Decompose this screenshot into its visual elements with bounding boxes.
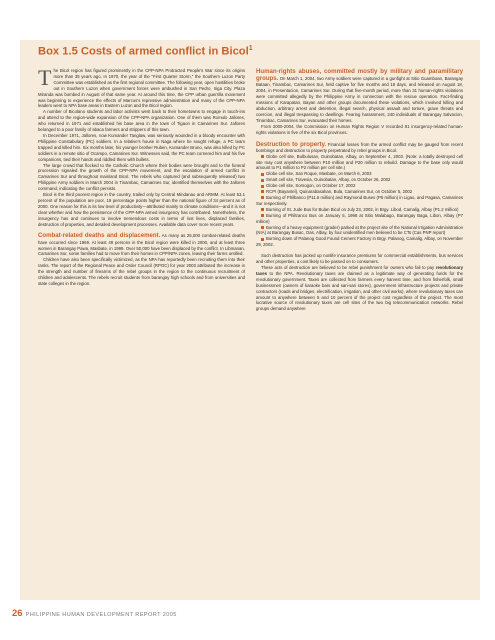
square-bullet-icon (261, 214, 264, 217)
section-paragraph-deaths: Combat-related deaths and displacement. As many as 25,000 combat-related deaths have occurred since 1969. At least 49 persons in the Bicol region were killed in 2000, and at least three women in Barangay Pawa, Masbate, in 1999. Over 50,000 have been displaced by the conflict. In Libmanan, Camarines Sur, some families had to move from their homes in CPP/NPA zones, leaving their farms untilled. (38, 232, 245, 257)
section-paragraph-abuses: Human-rights abuses, committed mostly by military and paramilitary groups. On March 1, 2004, two Army soldiers were captured in a gunfight at Sitio Guamboan, Barangay Bataan, Tinambac, Camarines Sur, held captive for five months and 18 days, and released on August 18, 2004, in Presentacion, Camarines Sur. During that five-month period, more than 31 human-rights violations were committed allegedly by the Philippine Army in connection with the rescue operation. Fact-finding missions of Karapatan, Bayan and other groups documented these violations, which involved killing and abduction, arbitrary arrest and detention, illegal search, physical assault and torture, grave threats and coercion, and illegal trespassing to dwellings. Fearing harassment, 240 individuals of Barangay Salvacion, Tinambac, Camarines Sur, evacuated their homes. (256, 68, 463, 123)
section-heading-property: Destruction to property. (256, 140, 327, 148)
section-heading-deaths: Combat-related deaths and displacement. (38, 232, 161, 240)
square-bullet-icon (261, 155, 264, 158)
paragraph: These acts of destruction are believed to be rebel punishment for owners who fail to pay revolutionary taxes to the NPA. Revolutionary taxes are claimed as a legitimate way of generating funds for the revolutionary government. Taxes are collected from farmers every harvest time, and from fisherfolk, small businessmen (owners of karaoke bars and sari-sari stores), government infrastructure projects and private contractors (roads and bridges, electrification, irrigation, and other civil works), where revolutionary taxes can amount to anywhere between 5 and 10 percent of the project cost regardless of the project. The most lucrative source of revolutionary taxes are cell sites of the two big telecommunication networks. Rebel groups demand anywhere (256, 264, 463, 312)
bullet-item: Globe cell site, Bulbulusan, Guinobatan, Albay, on September 4, 2003. (Note: a totally destroyed cell site may cost anywhere between P10 million and P20 million to rebuild. Damage to the base only would amount to P1 million to P2 million per cell site.) (256, 153, 463, 171)
paragraph: The large crowd that flocked to the Catholic Church where their bodies were brought and to the funeral procession signaled the growth of the CPP-NPA movement, and the escalation of armed conflict in Camarines Sur and throughout mainland Bicol. The rebels who captured (and subsequently released) two Philippine Army soldiers in March 2004 in Tinambac, Camarines Sur, identified themselves with the Jallores command, indicating the conflict persists. (38, 162, 245, 192)
square-bullet-icon (261, 185, 264, 188)
square-bullet-icon (261, 196, 264, 199)
paragraph: A number of Bicolano students and labor activists went back to their hometowns to engage in touch-ins and attend to the region-wide expansion of the CPP-NPA organization. One of them was Romulo Jallores, who returned in 1971 and established his base area in the town of Tigaon in Camarines Sur. Jallores belonged to a poor family of abaca farmers and strippers of this town. (38, 109, 245, 133)
bullet-item: Burning of Philtranco Bus on January 5, 1998 at Sitio Malabago, Barangay Baga, Libon, Albay (P7 million) (256, 212, 463, 224)
intro-paragraph: The Bicol region has figured prominently in the CPP-NPA Protracted People's War since its origins more than 35 years ago. In 1970, the year of the "First Quarter Storm," the Southern Luzon Party Committee was established as the first regional committee. The following year, open hostilities broke out in Southern Luzon when government forces were ambushed in San Pedro, Iriga City. Plaza Miranda was bombed in August of that same year. At around this time, the CPP urban guerrilla movement was beginning to experience the effects of Marcos's repressive administration and many of the CPP-NPA leaders went to NPA base areas in Eastern Luzon and the Bicol region. (38, 65, 245, 109)
bullet-item: Smart cell site, Travesia, Guinobatan, Albay, on October 26, 2002 (256, 177, 463, 183)
paragraph: In December 1971, Jallores, now Kumander Tanglaw, was seriously wounded in a bloody encounter with Philippine Constabulary (PC) soldiers. In a relative's house in Naga where he sought refuge, a PC team trapped and killed him. Six months later, his younger brother Ruben, Kumander Bruno, was also killed by PC soldiers in a remote sitio of Ocampo, Camarines Sur. Witnesses said, the PC team cornered him and his five companions, tied their hands and riddled them with bullets. (38, 132, 245, 162)
bullet-item: Globe cell site, San Roque, Masbate, on March 6, 2003 (256, 171, 463, 177)
page-footer (12, 603, 177, 621)
section-heading-abuses: Human-rights abuses, committed mostly by military and paramilitary groups. (256, 68, 463, 83)
paragraph: Children have also been specifically victimized, as the NPA has reportedly been recruiting them into their ranks. The report of the Regional Peace and Order Council (RPOC) for year 2003 attributed the increase in the strength and number of firearms of the rebel groups in the region to the continuous recruitment of children and adolescents. The rebels recruit students from barangay high schools and from universities and state colleges in the region. (38, 257, 245, 287)
square-bullet-icon (261, 238, 264, 241)
bullet-item: Globe cell site, Sorsogon, on October 17, 2002 (256, 183, 463, 189)
page-number: 26 (12, 608, 23, 619)
bullet-item: Burning of St. Jude Bus for Bulan Bicol on July 23, 2002, in Brgy. Libod, Camalig, Albay (P1.2 million) (256, 207, 463, 213)
paragraph: From 2000-2004, the Commission on Human Rights Region V recorded 81 insurgency-related human-rights violations in five of the six Bicol provinces. (256, 123, 463, 135)
bullet-item: RCPI (Bayantel), Quinarabasahan, Bula, Camarines Sur, on October 5, 2002 (256, 189, 463, 195)
square-bullet-icon (261, 173, 264, 176)
bullet-item: Burning of Philbanco (P11.5 million) and Raymond Buses (P5 million) in Ligao, and Pagasa, Camarines Sur respectively. (256, 195, 463, 206)
publication-title: PHILIPPINE HUMAN DEVELOPMENT REPORT 2005 (25, 612, 177, 618)
drop-cap: T (38, 65, 52, 90)
right-column (256, 68, 463, 312)
square-bullet-icon (261, 208, 264, 211)
left-column (38, 65, 245, 287)
box-title: Box 1.5 Costs of armed conflict in Bicol$^1$ (38, 45, 253, 58)
bullet-item: Burning down of Palanog Good Found Cement Factory in Brgy. Palanog, Camalig, Albay, on November 29, 2002. (256, 236, 463, 248)
square-bullet-icon (261, 190, 264, 193)
revolutionary-taxes-term: revolutionary taxes (256, 264, 463, 276)
square-bullet-icon (261, 179, 264, 182)
paragraph: Bicol is the third poorest region in the country, trailed only by Central Mindanao and ARMM. At least 53.1 percent of the population are poor, 19 percentage points higher than the national figure of 34 percent as of 2000. One reason for this is its low level of productivity—attributed mainly to climate conditions—and it is not clear whether and how the persistence of the CPP-NPA armed insurgency has contributed. Nonetheless, the insurgency has and continues to involve tremendous costs in terms of lost lives, displaced families, destruction of properties, and derailed development processes. Available data cover more recent years. (38, 192, 245, 227)
section-paragraph-property: Destruction to property. Financial losses from the armed conflict may be gauged from recent bombings and destruction to property perpetrated by rebel groups in Bicol. (256, 140, 464, 153)
box-title-footnote: 1 (248, 45, 253, 52)
square-bullet-icon (261, 226, 264, 229)
bullet-list (256, 154, 463, 249)
bullet-item: Burning of a heavy equipment (grader) parked at the project site of the National Irrigation Administration (NIA) at Barangay Busac, Oas, Albay, by four unidentified men believed to be CTs (Cas PNP report) (256, 224, 463, 236)
paragraph: Such destruction has jacked up nonlife insurance premiums for commercial establishments, bus services and other properties, a cost likely to be passed on to consumers. (256, 253, 463, 265)
